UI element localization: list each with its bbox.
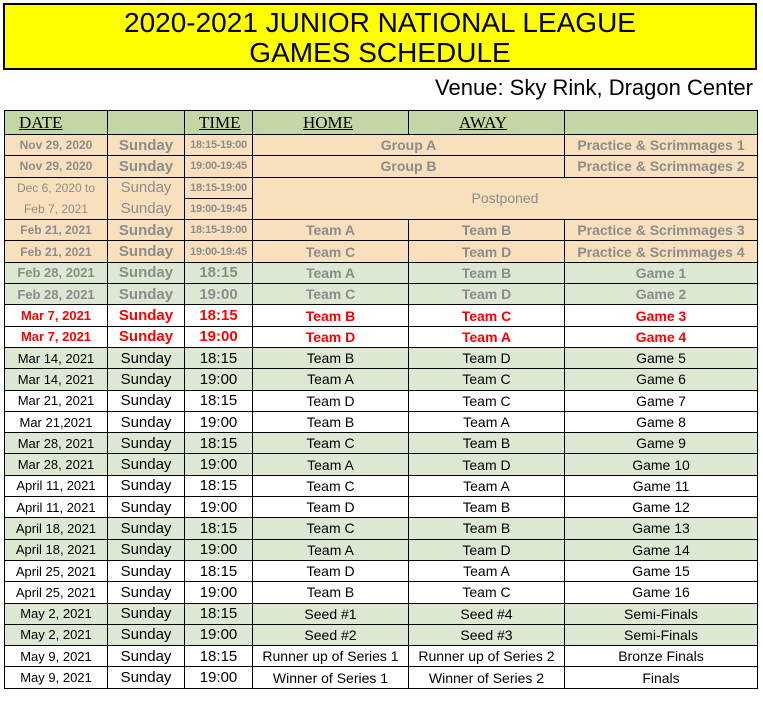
- home-team-cell: Team B: [253, 582, 409, 603]
- day-cell: Sunday: [108, 262, 185, 283]
- day-cell: Sunday: [108, 582, 185, 603]
- home-team-cell: Seed #1: [253, 603, 409, 624]
- table-row: [5, 582, 758, 603]
- home-team-cell: Team C: [253, 518, 409, 539]
- header-home: HOME: [253, 111, 409, 135]
- home-team-cell: Runner up of Series 1: [253, 646, 409, 667]
- table-row: [5, 369, 758, 390]
- away-team-cell: Team D: [409, 284, 565, 305]
- time-cell: 18:15-19:00: [185, 220, 253, 241]
- table-row: [5, 411, 758, 432]
- date-cell: April 18, 2021: [5, 539, 108, 560]
- day-cell: Sunday: [108, 454, 185, 475]
- table-row: [5, 241, 758, 262]
- date-cell: Feb 21, 2021: [5, 220, 108, 241]
- time-cell: 18:15: [185, 433, 253, 454]
- home-team-cell: Team B: [253, 347, 409, 368]
- game-cell: Game 3: [565, 305, 758, 326]
- time-cell: 18:15: [185, 390, 253, 411]
- table-row: [5, 326, 758, 347]
- header-date: DATE: [5, 111, 108, 135]
- home-team-cell: Team D: [253, 560, 409, 581]
- day-cell: Sunday: [108, 411, 185, 432]
- away-team-cell: Team A: [409, 560, 565, 581]
- home-team-cell: Team C: [253, 284, 409, 305]
- table-row: [5, 624, 758, 645]
- schedule-table: [4, 110, 758, 689]
- away-team-cell: Runner up of Series 2: [409, 646, 565, 667]
- home-team-cell: Team A: [253, 454, 409, 475]
- group-cell: Group A: [253, 135, 565, 156]
- game-cell: Practice & Scrimmages 1: [565, 135, 758, 156]
- table-row: [5, 262, 758, 283]
- date-cell: Mar 28, 2021: [5, 454, 108, 475]
- away-team-cell: Team B: [409, 262, 565, 283]
- day-cell: Sunday: [108, 624, 185, 645]
- time-cell: 18:15: [185, 560, 253, 581]
- home-team-cell: Team C: [253, 433, 409, 454]
- away-team-cell: Team B: [409, 518, 565, 539]
- day-cell: Sunday: [108, 241, 185, 262]
- date-cell: Nov 29, 2020: [5, 156, 108, 177]
- home-team-cell: Team D: [253, 497, 409, 518]
- day-cell: Sunday: [108, 475, 185, 496]
- date-cell: May 9, 2021: [5, 646, 108, 667]
- time-cell: 18:15: [185, 262, 253, 283]
- table-row: [5, 284, 758, 305]
- home-team-cell: Team C: [253, 241, 409, 262]
- table-row: [5, 177, 758, 198]
- date-cell: Feb 21, 2021: [5, 241, 108, 262]
- away-team-cell: Team D: [409, 241, 565, 262]
- game-cell: Game 5: [565, 347, 758, 368]
- date-cell: April 11, 2021: [5, 475, 108, 496]
- away-team-cell: Team C: [409, 305, 565, 326]
- away-team-cell: Team A: [409, 475, 565, 496]
- home-team-cell: Team A: [253, 369, 409, 390]
- game-cell: Finals: [565, 667, 758, 688]
- date-cell: Nov 29, 2020: [5, 135, 108, 156]
- game-cell: Game 9: [565, 433, 758, 454]
- time-cell: 19:00: [185, 539, 253, 560]
- table-row: [5, 135, 758, 156]
- table-row: [5, 539, 758, 560]
- home-team-cell: Team D: [253, 390, 409, 411]
- time-cell: 19:00: [185, 411, 253, 432]
- date-cell: Feb 28, 2021: [5, 262, 108, 283]
- time-cell: 19:00-19:45: [185, 156, 253, 177]
- table-row: [5, 433, 758, 454]
- game-cell: Game 13: [565, 518, 758, 539]
- away-team-cell: Team C: [409, 369, 565, 390]
- game-cell: Game 4: [565, 326, 758, 347]
- day-cell: Sunday: [108, 135, 185, 156]
- game-cell: Practice & Scrimmages 4: [565, 241, 758, 262]
- time-cell: 18:15: [185, 518, 253, 539]
- table-row: [5, 646, 758, 667]
- home-team-cell: Seed #2: [253, 624, 409, 645]
- table-row: [5, 667, 758, 688]
- game-cell: Practice & Scrimmages 3: [565, 220, 758, 241]
- day-cell: Sunday: [108, 497, 185, 518]
- away-team-cell: Team A: [409, 411, 565, 432]
- time-cell: 18:15-19:00: [185, 135, 253, 156]
- game-cell: Semi-Finals: [565, 603, 758, 624]
- table-row: [5, 454, 758, 475]
- home-team-cell: Team C: [253, 475, 409, 496]
- game-cell: Game 10: [565, 454, 758, 475]
- game-cell: Game 1: [565, 262, 758, 283]
- date-cell: May 2, 2021: [5, 603, 108, 624]
- time-cell: 19:00: [185, 454, 253, 475]
- date-cell: April 25, 2021: [5, 560, 108, 581]
- time-cell: 19:00: [185, 667, 253, 688]
- day-cell: Sunday: [108, 433, 185, 454]
- date-cell: Mar 14, 2021: [5, 369, 108, 390]
- title-line-1: 2020-2021 JUNIOR NATIONAL LEAGUE: [124, 7, 636, 38]
- date-cell: Mar 21,2021: [5, 411, 108, 432]
- table-row: [5, 156, 758, 177]
- game-cell: Game 8: [565, 411, 758, 432]
- time-cell: 19:00: [185, 284, 253, 305]
- table-row: [5, 497, 758, 518]
- away-team-cell: Team B: [409, 433, 565, 454]
- game-cell: Practice & Scrimmages 2: [565, 156, 758, 177]
- time-cell: 19:00-19:45: [185, 198, 253, 219]
- time-cell: 19:00: [185, 582, 253, 603]
- game-cell: Game 14: [565, 539, 758, 560]
- away-team-cell: Team C: [409, 582, 565, 603]
- away-team-cell: Team D: [409, 454, 565, 475]
- game-cell: Bronze Finals: [565, 646, 758, 667]
- time-cell: 19:00: [185, 369, 253, 390]
- table-row: [5, 475, 758, 496]
- time-cell: 18:15-19:00: [185, 177, 253, 198]
- day-cell: Sunday: [108, 326, 185, 347]
- game-cell: Game 7: [565, 390, 758, 411]
- day-cell: Sunday: [108, 156, 185, 177]
- header-away: AWAY: [409, 111, 565, 135]
- game-cell: Game 2: [565, 284, 758, 305]
- table-row: [5, 347, 758, 368]
- table-row: [5, 305, 758, 326]
- date-cell: Mar 7, 2021: [5, 305, 108, 326]
- date-cell: Feb 28, 2021: [5, 284, 108, 305]
- away-team-cell: Team A: [409, 326, 565, 347]
- time-cell: 18:15: [185, 646, 253, 667]
- home-team-cell: Team A: [253, 220, 409, 241]
- away-team-cell: Team D: [409, 539, 565, 560]
- day-cell: Sunday: [108, 390, 185, 411]
- day-cell: Sunday: [108, 603, 185, 624]
- table-row: [5, 518, 758, 539]
- home-team-cell: Team A: [253, 262, 409, 283]
- header-game: [565, 111, 758, 135]
- date-cell: April 18, 2021: [5, 518, 108, 539]
- day-cell: Sunday: [108, 518, 185, 539]
- header-row: [5, 111, 758, 135]
- date-cell: May 9, 2021: [5, 667, 108, 688]
- time-cell: 19:00: [185, 326, 253, 347]
- time-cell: 19:00-19:45: [185, 241, 253, 262]
- header-time: TIME: [185, 111, 253, 135]
- date-cell: Mar 21, 2021: [5, 390, 108, 411]
- day-cell: Sunday: [108, 177, 185, 198]
- day-cell: Sunday: [108, 305, 185, 326]
- day-cell: Sunday: [108, 198, 185, 219]
- game-cell: Game 12: [565, 497, 758, 518]
- date-cell: Mar 14, 2021: [5, 347, 108, 368]
- date-cell: April 25, 2021: [5, 582, 108, 603]
- away-team-cell: Seed #3: [409, 624, 565, 645]
- away-team-cell: Seed #4: [409, 603, 565, 624]
- home-team-cell: Winner of Series 1: [253, 667, 409, 688]
- home-team-cell: Team A: [253, 539, 409, 560]
- table-row: [5, 603, 758, 624]
- venue-label: Venue: Sky Rink, Dragon Center: [435, 75, 753, 100]
- date-cell: May 2, 2021: [5, 624, 108, 645]
- home-team-cell: Team B: [253, 305, 409, 326]
- game-cell: Game 16: [565, 582, 758, 603]
- home-team-cell: Team B: [253, 411, 409, 432]
- game-cell: Game 6: [565, 369, 758, 390]
- date-cell: Mar 7, 2021: [5, 326, 108, 347]
- date-cell: April 11, 2021: [5, 497, 108, 518]
- table-row: [5, 560, 758, 581]
- away-team-cell: Team B: [409, 220, 565, 241]
- day-cell: Sunday: [108, 369, 185, 390]
- group-cell: Group B: [253, 156, 565, 177]
- date-cell: Feb 7, 2021: [5, 198, 108, 219]
- game-cell: Game 11: [565, 475, 758, 496]
- day-cell: Sunday: [108, 220, 185, 241]
- away-team-cell: Team D: [409, 347, 565, 368]
- away-team-cell: Winner of Series 2: [409, 667, 565, 688]
- day-cell: Sunday: [108, 284, 185, 305]
- time-cell: 19:00: [185, 497, 253, 518]
- day-cell: Sunday: [108, 560, 185, 581]
- time-cell: 19:00: [185, 624, 253, 645]
- table-row: [5, 220, 758, 241]
- title-banner: [3, 3, 757, 70]
- game-cell: Game 15: [565, 560, 758, 581]
- table-row: [5, 390, 758, 411]
- home-team-cell: Team D: [253, 326, 409, 347]
- postponed-cell: Postponed: [253, 177, 758, 220]
- away-team-cell: Team C: [409, 390, 565, 411]
- header-day: [108, 111, 185, 135]
- game-cell: Semi-Finals: [565, 624, 758, 645]
- date-cell: Mar 28, 2021: [5, 433, 108, 454]
- date-cell: Dec 6, 2020 to: [5, 177, 108, 198]
- time-cell: 18:15: [185, 603, 253, 624]
- time-cell: 18:15: [185, 475, 253, 496]
- away-team-cell: Team B: [409, 497, 565, 518]
- title-line-2: GAMES SCHEDULE: [249, 37, 511, 68]
- day-cell: Sunday: [108, 347, 185, 368]
- time-cell: 18:15: [185, 347, 253, 368]
- time-cell: 18:15: [185, 305, 253, 326]
- day-cell: Sunday: [108, 667, 185, 688]
- day-cell: Sunday: [108, 539, 185, 560]
- day-cell: Sunday: [108, 646, 185, 667]
